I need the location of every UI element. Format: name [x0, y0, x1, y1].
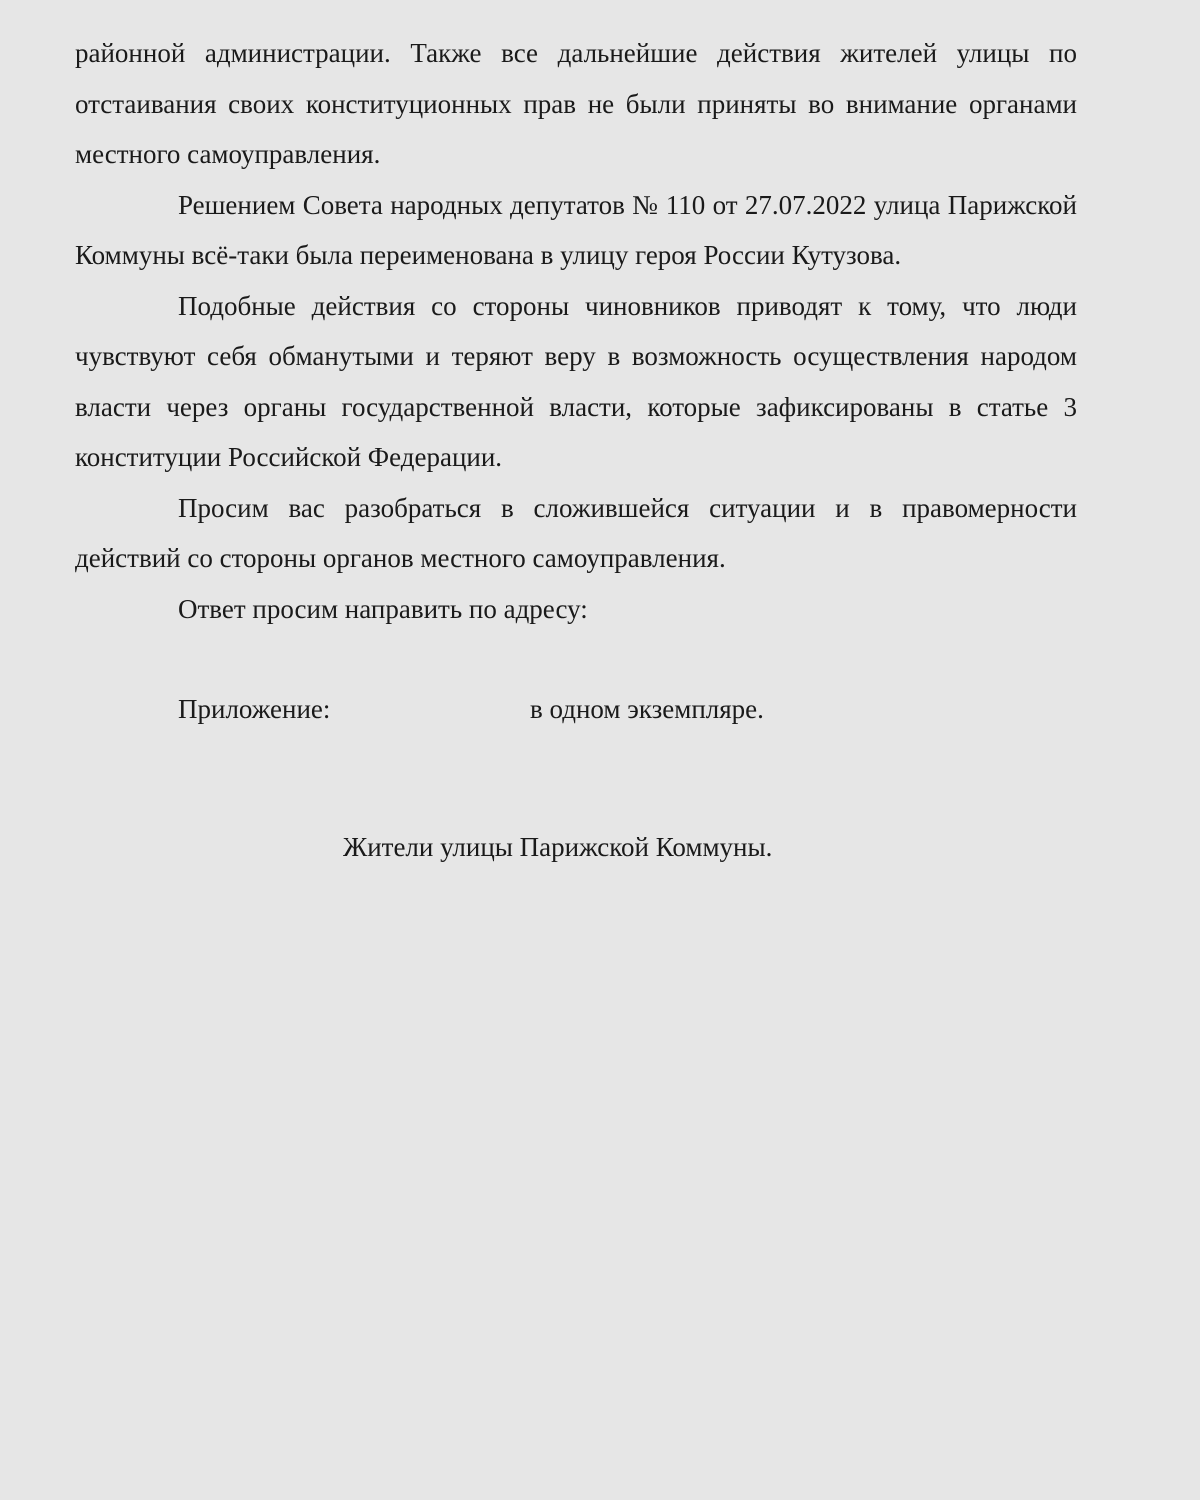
paragraph-officials-actions: Подобные действия со стороны чиновников приводят к тому, что люди чувствуют себя обманутыми и теряют веру в возможность осуществления народом власти через органы государственной власти, которые зафиксированы в статье 3 конституции Российской Федерации. — [75, 290, 1077, 472]
signature: Жители улицы Парижской Коммуны. — [343, 831, 773, 862]
attachment-value: в одном экземпляре. — [530, 694, 764, 724]
document-page — [75, 28, 1077, 872]
paragraph-reply-address: Ответ просим направить по адресу: — [178, 593, 588, 624]
attachment-line — [75, 684, 1077, 735]
attachment-label: Приложение: — [178, 694, 331, 724]
paragraph-decision: Решением Совета народных депутатов № 110 от 27.07.2022 улица Парижской Коммуны всё-таки была переименована в улицу героя России Кутузова. — [75, 189, 1077, 270]
paragraph-request: Просим вас разобраться в сложившейся ситуации и в правомерности действий со стороны органов местного самоуправления. — [75, 492, 1077, 573]
paragraph-continuation: районной администрации. Также все дальнейшие действия жителей улицы по отстаивания своих конституционных прав не были приняты во внимание органами местного самоуправления. — [75, 38, 1077, 169]
